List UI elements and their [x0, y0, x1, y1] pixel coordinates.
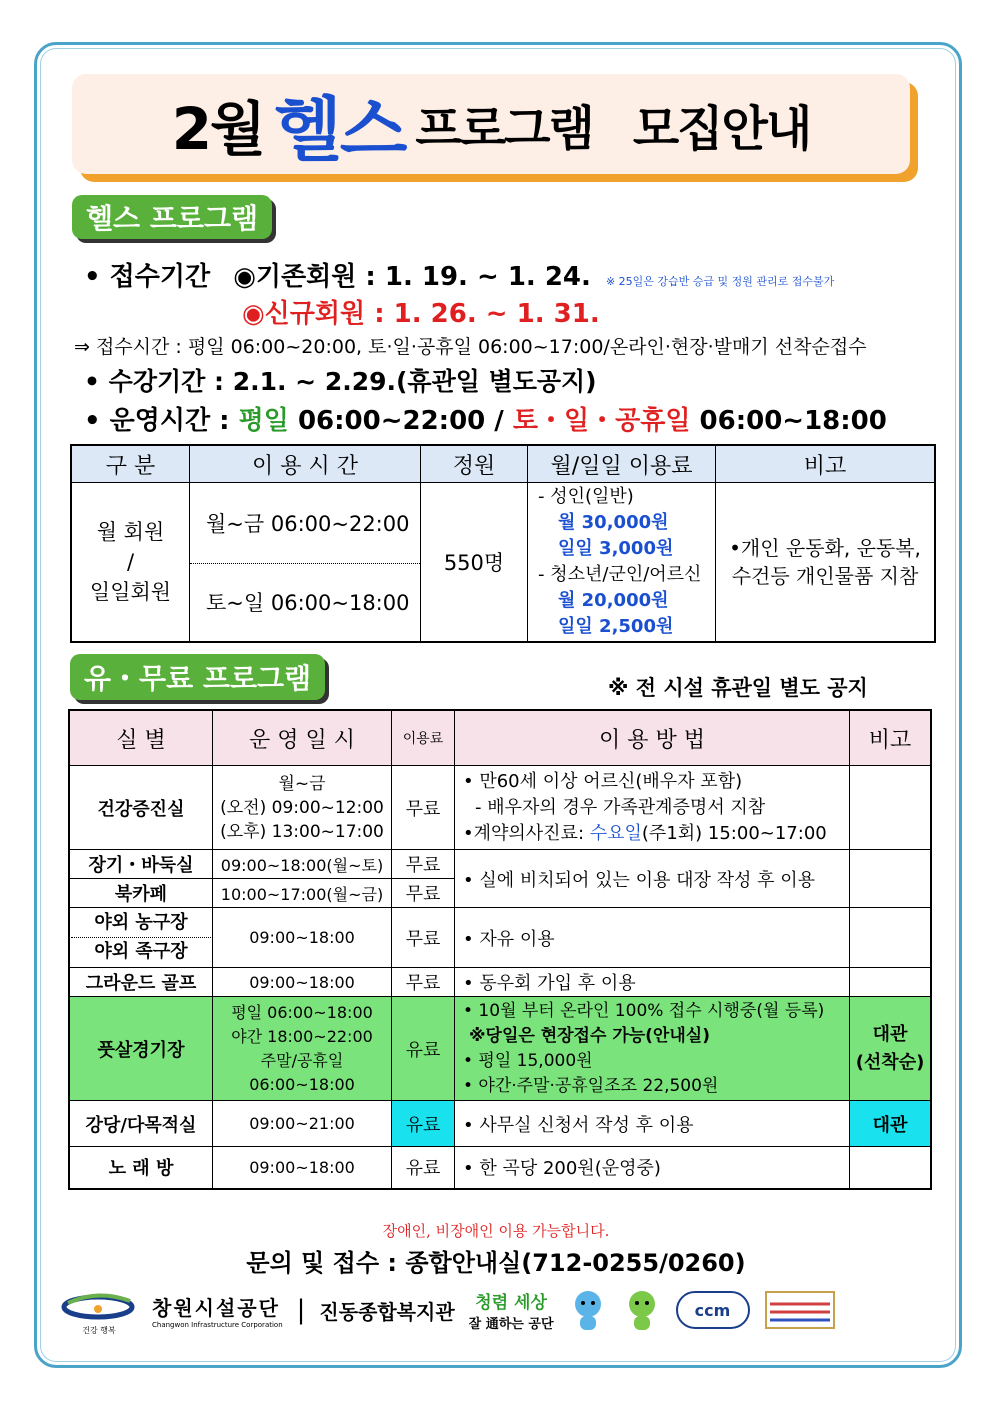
health-time2: (오전) 09:00~12:00 — [220, 797, 384, 818]
room-bookcafe: 북카페 — [69, 879, 213, 908]
category-monthly: 월 회원 — [96, 520, 165, 544]
table-row — [71, 483, 935, 564]
outdoor-jokgu: 야외 족구장 — [94, 941, 188, 962]
table-row — [69, 766, 931, 850]
outdoor-basketball: 야외 농구장 — [71, 909, 211, 938]
th-time: 이 용 시 간 — [190, 445, 421, 483]
health-table — [70, 444, 936, 643]
certificate-icon — [764, 1290, 836, 1330]
slogan — [469, 1288, 554, 1332]
futsal-time3: 주말/공휴일 — [260, 1050, 344, 1070]
health-m2: - 배우자의 경우 가족관계증명서 지참 — [475, 796, 766, 818]
note-line2: 수건등 개인물품 지참 — [731, 564, 919, 588]
outdoor-time: 09:00~18:00 — [213, 908, 392, 968]
section-health-label — [72, 195, 272, 239]
futsal-m2: ※당일은 현장접수 가능(안내실) — [469, 1025, 710, 1046]
fee-cell — [528, 483, 716, 643]
note-cell — [716, 483, 936, 643]
accessibility-note: 장애인, 비장애인 이용 가능합니다. — [382, 1222, 610, 1240]
hall-fee: 유료 — [392, 1101, 455, 1147]
room-golf: 그라운드 골프 — [69, 968, 213, 997]
futsal-note1: 대관 — [872, 1023, 908, 1045]
fee-youth-day: 일일 2,500원 — [558, 616, 674, 637]
th-category: 구 분 — [71, 445, 190, 483]
closure-notice: ※ 전 시설 휴관일 별도 공지 — [608, 676, 868, 700]
health-table-header — [71, 445, 935, 483]
shared-method: • 실에 비치되어 있는 이용 대장 작성 후 이용 — [455, 850, 850, 908]
room-baduk: 장기・바둑실 — [69, 850, 213, 879]
th-note2: 비고 — [850, 710, 932, 766]
title-program: 프로그램 — [415, 100, 593, 157]
operation-label: • 운영시간 : — [84, 406, 230, 436]
karaoke-time: 09:00~18:00 — [213, 1147, 392, 1189]
fee-adult-day: 일일 3,000원 — [558, 538, 674, 559]
section-health-text: 헬스 프로그램 — [86, 202, 259, 235]
category-daily: 일일회원 — [89, 580, 172, 604]
karaoke-fee: 유료 — [392, 1147, 455, 1189]
health-note — [850, 766, 932, 850]
th-capacity: 정원 — [421, 445, 528, 483]
outdoor-method: • 자유 이용 — [455, 908, 850, 968]
ccm-text: ccm — [694, 1300, 731, 1320]
futsal-note — [850, 997, 932, 1101]
fee-youth: - 청소년/군인/어르신 — [538, 564, 702, 585]
org-name-en: Changwon Infrastructure Corporation — [152, 1320, 283, 1329]
slogan-line1: 청렴 세상 — [475, 1293, 547, 1313]
facility-table-header — [69, 710, 931, 766]
karaoke-method: • 한 곡당 200원(운영중) — [455, 1147, 850, 1189]
fee-adult: - 성인(일반) — [538, 486, 634, 507]
fee-adult-month: 월 30,000원 — [558, 512, 669, 533]
table-row — [69, 1147, 931, 1189]
org-name: 창원시설공단 — [152, 1295, 280, 1320]
futsal-method — [455, 997, 850, 1101]
golf-method: • 동우회 가입 후 이용 — [455, 968, 850, 997]
category-slash: / — [126, 550, 135, 574]
facility-table — [68, 709, 932, 1190]
futsal-time — [213, 997, 392, 1101]
title-notice: 모집안내 — [632, 100, 811, 157]
th-fee: 월/일일 이용료 — [528, 445, 716, 483]
reception-existing: ◉기존회원 : 1. 19. ~ 1. 24. — [233, 262, 591, 292]
health-time — [213, 766, 392, 850]
section-free-text: 유・무료 프로그램 — [84, 662, 312, 695]
reception-new: ◉신규회원 : 1. 26. ~ 1. 31. — [242, 299, 600, 329]
hall-note: 대관 — [850, 1101, 932, 1147]
hall-time: 09:00~21:00 — [213, 1101, 392, 1147]
health-fee: 무료 — [392, 766, 455, 850]
health-time3: (오후) 13:00~17:00 — [220, 821, 384, 842]
org-emblem — [60, 1285, 138, 1336]
futsal-note2: (선착순) — [855, 1051, 925, 1073]
hall-method: • 사무실 신청서 작성 후 이용 — [455, 1101, 850, 1147]
course-period: • 수강기간 : 2.1. ~ 2.29.(휴관일 별도공지) — [84, 367, 597, 396]
room-hall: 강당/다목적실 — [69, 1101, 213, 1147]
futsal-time4: 06:00~18:00 — [249, 1074, 355, 1094]
table-row — [69, 968, 931, 997]
golf-fee: 무료 — [392, 968, 455, 997]
futsal-time2: 야간 18:00~22:00 — [231, 1026, 373, 1046]
health-m3 — [463, 821, 848, 847]
health-m1: • 만60세 이상 어르신(배우자 포함) — [463, 770, 743, 792]
org-name-block — [152, 1292, 283, 1329]
health-m3-day: 수요일 — [589, 822, 642, 844]
karaoke-note — [850, 1147, 932, 1189]
room-futsal: 풋살경기장 — [69, 997, 213, 1101]
room-karaoke: 노 래 방 — [69, 1147, 213, 1189]
center-name: 진동종합복지관 — [319, 1299, 455, 1324]
futsal-m3: • 평일 15,000원 — [463, 1050, 593, 1071]
reception-period — [84, 256, 834, 293]
th-method: 이 용 방 법 — [455, 710, 850, 766]
futsal-time1: 평일 06:00~18:00 — [231, 1002, 373, 1022]
org-emblem-icon — [60, 1285, 138, 1325]
bookcafe-time: 10:00~17:00(월~금) — [213, 879, 392, 908]
emblem-text: 건강 행복 — [82, 1325, 116, 1335]
room-health: 건강증진실 — [69, 766, 213, 850]
table-row — [69, 997, 931, 1101]
outdoor-note — [850, 908, 932, 968]
baduk-time: 09:00~18:00(월~토) — [213, 850, 392, 879]
th-operating: 운 영 일 시 — [213, 710, 392, 766]
futsal-fee: 유료 — [392, 997, 455, 1101]
th-note: 비고 — [716, 445, 936, 483]
member-category — [71, 483, 190, 643]
operation-hours — [84, 400, 887, 437]
health-time1: 월~금 — [278, 773, 326, 794]
time-weekend: 토~일 06:00~18:00 — [190, 563, 421, 642]
health-m3-post: (주1회) 15:00~17:00 — [641, 822, 827, 844]
health-method — [455, 766, 850, 850]
operation-weekend-time: 06:00~18:00 — [699, 406, 887, 436]
section-free-label — [70, 654, 325, 700]
reception-time: ⇒ 접수시간 : 평일 06:00~20:00, 토·일·공휴일 06:00~17:00/온라인·현장·발매기 선착순접수 — [74, 336, 867, 358]
room-outdoor — [69, 908, 213, 968]
futsal-m1: • 10월 부터 온라인 100% 접수 시행중(월 등록) — [463, 1000, 825, 1021]
fee-youth-month: 월 20,000원 — [558, 590, 669, 611]
time-weekday: 월~금 06:00~22:00 — [190, 483, 421, 564]
futsal-m4: • 야간·주말·공휴일조조 22,500원 — [463, 1075, 719, 1096]
note-line1: •개인 운동화, 운동복, — [729, 536, 921, 560]
reception-note: ※ 25일은 강습반 승급 및 정원 관리로 접수불가 — [605, 275, 835, 288]
bookcafe-fee: 무료 — [392, 879, 455, 908]
golf-note — [850, 968, 932, 997]
th-fee2: 이용료 — [392, 710, 455, 766]
outdoor-fee: 무료 — [392, 908, 455, 968]
table-row — [69, 908, 931, 968]
table-row — [69, 850, 931, 879]
operation-weekday: 평일 — [238, 406, 289, 436]
operation-weekday-time: 06:00~22:00 / — [297, 406, 504, 436]
slogan-line2: 잘 通하는 공단 — [468, 1317, 554, 1332]
mascot-blue-icon — [568, 1288, 608, 1332]
operation-weekend: 토・일・공휴일 — [512, 406, 691, 436]
title-health: 헬스 — [274, 88, 406, 171]
footer-logos — [60, 1286, 940, 1334]
capacity: 550명 — [421, 483, 528, 643]
baduk-fee: 무료 — [392, 850, 455, 879]
divider: | — [296, 1295, 306, 1325]
th-room: 실 별 — [69, 710, 213, 766]
health-m3-pre: •계약의사진료: — [463, 822, 590, 844]
ccm-logo — [676, 1291, 750, 1329]
mascot-green-icon — [622, 1288, 662, 1332]
reception-label: • 접수기간 — [84, 262, 211, 292]
page-title — [72, 74, 910, 174]
contact-info: 문의 및 접수 : 종합안내실(712-0255/0260) — [246, 1249, 746, 1277]
title-month: 2월 — [171, 95, 265, 163]
shared-note — [850, 850, 932, 908]
table-row — [69, 1101, 931, 1147]
golf-time: 09:00~18:00 — [213, 968, 392, 997]
